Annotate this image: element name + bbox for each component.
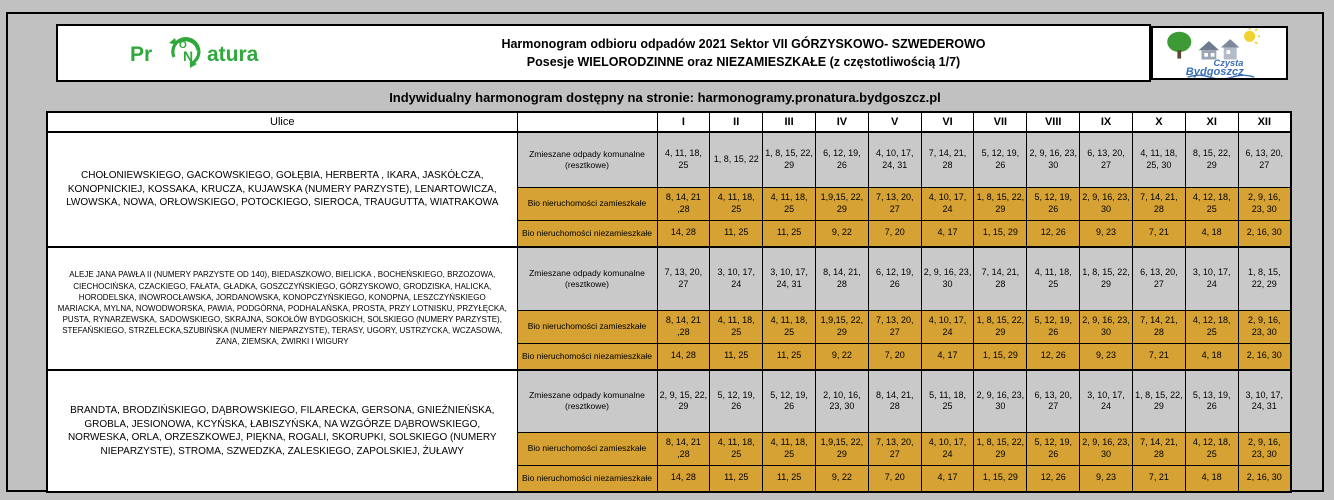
schedule-cell: 7, 20	[868, 220, 921, 247]
schedule-cell: 5, 11, 18, 25	[921, 370, 974, 432]
schedule-cell: 7, 14, 21, 28	[1132, 432, 1185, 465]
schedule-cell: 5, 12, 19, 26	[710, 370, 763, 432]
title-line-2: Posesje WIELORODZINNE oraz NIEZAMIESZKAŁE (z częstotliwością 1/7)	[526, 55, 961, 69]
schedule-cell: 7, 13, 20, 27	[868, 310, 921, 343]
month-header: III	[763, 112, 816, 132]
schedule-cell: 2, 16, 30	[1238, 220, 1291, 247]
schedule-cell: 2, 9, 16, 23, 30	[921, 247, 974, 310]
schedule-cell: 4, 11, 18, 25	[1027, 247, 1080, 310]
schedule-cell: 4, 11, 18, 25	[763, 432, 816, 465]
schedule-cell: 1, 15, 29	[974, 220, 1027, 247]
schedule-cell: 7, 13, 20, 27	[868, 432, 921, 465]
schedule-cell: 4, 18	[1185, 465, 1238, 492]
schedule-cell: 2, 9, 16, 23, 30	[1080, 310, 1133, 343]
waste-type-label: Bio nieruchomości niezamieszkałe	[517, 465, 657, 492]
schedule-cell: 3, 10, 17, 24, 31	[763, 247, 816, 310]
schedule-cell: 11, 25	[710, 465, 763, 492]
schedule-cell: 2, 9, 16, 23, 30	[1238, 310, 1291, 343]
logo-circle-o: O	[179, 40, 187, 51]
schedule-cell: 11, 25	[763, 343, 816, 370]
schedule-cell: 2, 9, 16, 23, 30	[1080, 187, 1133, 220]
waste-type-label: Zmieszane odpady komunalne (resztkowe)	[517, 247, 657, 310]
schedule-cell: 2, 16, 30	[1238, 343, 1291, 370]
schedule-cell: 4, 12, 18, 25	[1185, 432, 1238, 465]
waste-type-label: Zmieszane odpady komunalne (resztkowe)	[517, 132, 657, 187]
schedule-cell: 7, 21	[1132, 343, 1185, 370]
schedule-cell: 8, 14, 21 ,28	[657, 310, 710, 343]
header	[56, 24, 1288, 82]
month-header: V	[868, 112, 921, 132]
logo-text-pre: Pr	[130, 43, 153, 66]
schedule-cell: 6, 13, 20, 27	[1080, 132, 1133, 187]
schedule-table	[46, 111, 1292, 493]
streets-header: Ulice	[47, 112, 517, 132]
schedule-cell: 4, 10, 17, 24, 31	[868, 132, 921, 187]
month-header: XI	[1185, 112, 1238, 132]
schedule-cell: 4, 11, 18, 25, 30	[1132, 132, 1185, 187]
month-header: VIII	[1027, 112, 1080, 132]
schedule-cell: 2, 9, 16, 23, 30	[1027, 132, 1080, 187]
schedule-cell: 7, 21	[1132, 465, 1185, 492]
czysta-text: Czysta	[1213, 57, 1243, 68]
schedule-row	[47, 132, 1291, 187]
schedule-cell: 2, 10, 16, 23, 30	[815, 370, 868, 432]
street-group-3: BRANDTA, BRODZIŃSKIEGO, DĄBROWSKIEGO, FILARECKA, GERSONA, GNIEŹNIEŃSKA, GROBLA, JESIONOWA, KCYŃSKA, ŁABISZYŃSKA, NA WZGÓRZE DĄBROWSKIEGO, NORWESKA, ORLA, ORZESZKOWEJ, PIĘKNA, ROGALI, SKORUPKI, SOLSKIEGO (NUMERY NIEPARZYSTE), STROMA, SZWEDZKA, ZALESKIEGO, ZAPOLSKIEJ, ŻUŁAWY	[47, 370, 517, 492]
month-header: IV	[815, 112, 868, 132]
schedule-row	[47, 247, 1291, 310]
schedule-cell: 4, 17	[921, 343, 974, 370]
schedule-cell: 7, 13, 20, 27	[657, 247, 710, 310]
schedule-row	[47, 370, 1291, 432]
waste-type-label: Bio nieruchomości zamieszkałe	[517, 432, 657, 465]
schedule-cell: 14, 28	[657, 220, 710, 247]
schedule-cell: 2, 9, 16, 23, 30	[1080, 432, 1133, 465]
schedule-cell: 2, 9, 15, 22, 29	[657, 370, 710, 432]
waste-type-label: Bio nieruchomości niezamieszkałe	[517, 220, 657, 247]
schedule-cell: 7, 20	[868, 465, 921, 492]
document-title	[378, 35, 1149, 71]
schedule-cell: 11, 25	[710, 220, 763, 247]
schedule-cell: 9, 23	[1080, 343, 1133, 370]
schedule-cell: 1, 8, 15, 22	[710, 132, 763, 187]
month-header: XII	[1238, 112, 1291, 132]
schedule-cell: 14, 28	[657, 343, 710, 370]
waste-type-label: Bio nieruchomości zamieszkałe	[517, 187, 657, 220]
month-header: I	[657, 112, 710, 132]
schedule-cell: 9, 22	[815, 465, 868, 492]
schedule-cell: 1, 8, 15, 22, 29	[763, 132, 816, 187]
subtitle: Indywidualny harmonogram dostępny na stronie: harmonogramy.pronatura.bydgoszcz.pl	[389, 90, 941, 105]
schedule-cell: 3, 10, 17, 24	[1080, 370, 1133, 432]
schedule-cell: 7, 13, 20, 27	[868, 187, 921, 220]
bydgoszcz-text: Bydgoszcz	[1185, 66, 1244, 78]
schedule-cell: 2, 16, 30	[1238, 465, 1291, 492]
schedule-cell: 5, 12, 19, 26	[1027, 432, 1080, 465]
schedule-cell: 2, 9, 16, 23, 30	[1238, 432, 1291, 465]
schedule-cell: 1, 8, 15, 22, 29	[1080, 247, 1133, 310]
schedule-cell: 4, 11, 18, 25	[710, 432, 763, 465]
schedule-cell: 6, 12, 19, 26	[815, 132, 868, 187]
page-frame	[6, 12, 1324, 492]
schedule-cell: 3, 10, 17, 24	[1185, 247, 1238, 310]
month-header: X	[1132, 112, 1185, 132]
schedule-cell: 7, 14, 21, 28	[974, 247, 1027, 310]
schedule-cell: 1,9,15, 22, 29	[815, 432, 868, 465]
schedule-cell: 1, 8, 15, 22, 29	[1132, 370, 1185, 432]
schedule-cell: 12, 26	[1027, 220, 1080, 247]
table-header-row	[47, 112, 1291, 132]
schedule-cell: 11, 25	[763, 465, 816, 492]
schedule-cell: 3, 10, 17, 24	[710, 247, 763, 310]
schedule-cell: 1,9,15, 22, 29	[815, 310, 868, 343]
schedule-cell: 4, 11, 18, 25	[763, 310, 816, 343]
schedule-cell: 9, 22	[815, 220, 868, 247]
schedule-cell: 1, 15, 29	[974, 465, 1027, 492]
schedule-cell: 2, 9, 16, 23, 30	[974, 370, 1027, 432]
schedule-cell: 4, 12, 18, 25	[1185, 187, 1238, 220]
schedule-cell: 7, 20	[868, 343, 921, 370]
schedule-cell: 6, 12, 19, 26	[868, 247, 921, 310]
schedule-cell: 5, 12, 19, 26	[1027, 310, 1080, 343]
schedule-cell: 3, 10, 17, 24, 31	[1238, 370, 1291, 432]
schedule-cell: 9, 22	[815, 343, 868, 370]
month-header: II	[710, 112, 763, 132]
schedule-cell: 4, 10, 17, 24	[921, 310, 974, 343]
schedule-cell: 7, 21	[1132, 220, 1185, 247]
schedule-cell: 8, 15, 22, 29	[1185, 132, 1238, 187]
schedule-cell: 7, 14, 21, 28	[921, 132, 974, 187]
schedule-cell: 9, 23	[1080, 220, 1133, 247]
month-header: IX	[1080, 112, 1133, 132]
schedule-cell: 14, 28	[657, 465, 710, 492]
header-box	[56, 24, 1151, 82]
schedule-cell: 1, 15, 29	[974, 343, 1027, 370]
schedule-cell: 4, 11, 18, 25	[710, 187, 763, 220]
pronatura-logo-icon	[128, 32, 308, 74]
schedule-cell: 4, 11, 18, 25	[657, 132, 710, 187]
schedule-cell: 6, 13, 20, 27	[1027, 370, 1080, 432]
schedule-cell: 1, 8, 15, 22, 29	[974, 187, 1027, 220]
blank-header-cell	[517, 112, 657, 132]
waste-type-label: Bio nieruchomości niezamieszkałe	[517, 343, 657, 370]
schedule-cell: 5, 12, 19, 26	[763, 370, 816, 432]
schedule-cell: 5, 12, 19, 26	[974, 132, 1027, 187]
schedule-cell: 4, 12, 18, 25	[1185, 310, 1238, 343]
schedule-cell: 8, 14, 21, 28	[868, 370, 921, 432]
schedule-cell: 5, 13, 19, 26	[1185, 370, 1238, 432]
schedule-cell: 4, 18	[1185, 220, 1238, 247]
schedule-cell: 7, 14, 21, 28	[1132, 310, 1185, 343]
schedule-cell: 2, 9, 16, 23, 30	[1238, 187, 1291, 220]
waste-type-label: Zmieszane odpady komunalne (resztkowe)	[517, 370, 657, 432]
schedule-cell: 4, 17	[921, 220, 974, 247]
street-group-1: CHOŁONIEWSKIEGO, GACKOWSKIEGO, GOŁĘBIA, HERBERTA , IKARA, JASKÓŁCZA, KONOPNICKIEJ, KOSSAKA, KRUCZA, KUJAWSKA (NUMERY PARZYSTE), LENARTOWICZA, LWOWSKA, NOWA, ORŁOWSKIEGO, POTOCKIEGO, SIEROCA, TRAUGUTTA, WIATRAKOWA	[47, 132, 517, 247]
schedule-cell: 6, 13, 20, 27	[1132, 247, 1185, 310]
schedule-cell: 4, 17	[921, 465, 974, 492]
waste-type-label: Bio nieruchomości zamieszkałe	[517, 310, 657, 343]
czysta-bydgoszcz-icon	[1157, 28, 1283, 78]
schedule-cell: 11, 25	[710, 343, 763, 370]
schedule-cell: 4, 18	[1185, 343, 1238, 370]
schedule-cell: 4, 10, 17, 24	[921, 187, 974, 220]
schedule-cell: 12, 26	[1027, 343, 1080, 370]
street-group-2: ALEJE JANA PAWŁA II (NUMERY PARZYSTE OD 140), BIEDASZKOWO, BIELICKA , BOCHEŃSKIEGO, BRZOZOWA, CIECHOCIŃSKA, CZACKIEGO, FAŁATA, GŁADKA, GOSZCZYŃSKIEGO, GÓRZYSKOWO, GRODZISKA, HALICKA, HORODELSKA, INOWROCŁAWSKA, JORDANOWSKA, KONOPCZYŃSKIEGO, KONOPNA, LESZCZYŃSKIEGO MARIACKA, MYLNA, NOWODWORSKA, PAWIA, PODGÓRNA, PODHALAŃSKA, PROSTA, PRZY LOTNISKU, PRZYŁĘCKA, PUSTA, RYNARZEWSKA, SADOWSKIEGO, SKRAJNA, SOKOŁÓW BYDGOSKICH, SOLSKIEGO (NUMERY PARZYSTE), STEFAŃSKIEGO, STRZELECKA,SZUBIŃSKA (NUMERY NIEPARZYSTE), TERASY, UGORY, USTRZYCKA, WCZASOWA, ZANA, ZIEMSKA, ŻWIRKI I WIGURY	[47, 247, 517, 370]
schedule-cell: 8, 14, 21, 28	[815, 247, 868, 310]
pronatura-logo	[58, 32, 378, 74]
czysta-bydgoszcz-logo	[1151, 26, 1288, 80]
logo-circle-n: N	[183, 48, 194, 64]
schedule-cell: 11, 25	[763, 220, 816, 247]
month-header: VI	[921, 112, 974, 132]
schedule-table-body	[47, 132, 1291, 492]
schedule-cell: 4, 11, 18, 25	[710, 310, 763, 343]
schedule-cell: 6, 13, 20, 27	[1238, 132, 1291, 187]
schedule-cell: 1, 8, 15, 22, 29	[974, 432, 1027, 465]
schedule-cell: 4, 11, 18, 25	[763, 187, 816, 220]
schedule-cell: 1, 8, 15, 22, 29	[974, 310, 1027, 343]
schedule-cell: 8, 14, 21 ,28	[657, 432, 710, 465]
schedule-cell: 8, 14, 21 ,28	[657, 187, 710, 220]
schedule-cell: 4, 10, 17, 24	[921, 432, 974, 465]
title-line-1: Harmonogram odbioru odpadów 2021 Sektor VII GÓRZYSKOWO- SZWEDEROWO	[501, 36, 986, 51]
schedule-cell: 1, 8, 15, 22, 29	[1238, 247, 1291, 310]
schedule-cell: 7, 14, 21, 28	[1132, 187, 1185, 220]
schedule-cell: 5, 12, 19, 26	[1027, 187, 1080, 220]
schedule-cell: 1,9,15, 22, 29	[815, 187, 868, 220]
month-header: VII	[974, 112, 1027, 132]
schedule-cell: 9, 23	[1080, 465, 1133, 492]
logo-text-post: atura	[207, 43, 259, 66]
schedule-cell: 12, 26	[1027, 465, 1080, 492]
